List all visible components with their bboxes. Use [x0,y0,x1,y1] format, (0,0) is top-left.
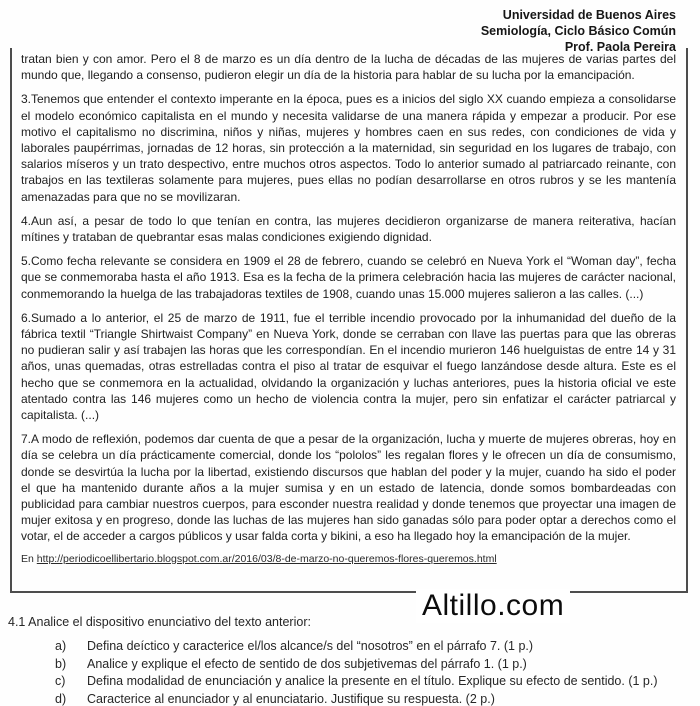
altillo-watermark: Altillo.com [416,589,570,623]
footnote-prefix: En [21,552,37,565]
source-text-box [10,48,688,593]
question-text-d: Caracterice al enunciador y al enunciatario. Justifique su respuesta. (2 p.) [87,691,495,706]
question-text-b: Analice y explique el efecto de sentido de dos subjetivemas del párrafo 1. (1 p.) [87,656,527,671]
question-label-a: a) [55,639,67,653]
paragraph-5: 5.Como fecha relevante se considera en 1909 el 28 de febrero, cuando se celebró en Nueva York el “Woman day”, fecha que se conmemoraba hasta el año 1913. Esa es la fecha de la primera celebración hacia las mujeres de carácter nacional, conmemorando la huelga de las trabajadoras textiles de 1908, cuando unas 15.000 mujeres salieron a las calles. (...) [21,254,676,301]
question-text-c: Defina modalidad de enunciación y analice la presente en el título. Explique su efecto de sentido. (1 p.) [87,674,658,689]
paragraph-continuation: tratan bien y con amor. Pero el 8 de marzo es un día dentro de la lucha de décadas de las mujeres de varias partes del mundo que, llegando a consenso, pudieron elegir un día de la historia para hablar de su lucha por la emancipación. [21,52,676,83]
question-label-b: b) [55,656,67,671]
question-4-1-intro: 4.1 Analice el dispositivo enunciativo del texto anterior: [8,615,311,629]
question-item-b [55,656,694,674]
paragraph-7: 7.A modo de reflexión, podemos dar cuenta de que a pesar de la organización, lucha y muerte de mujeres obreras, hoy en día se celebra un día prácticamente comercial, donde los “pololos” les regalan flores y le ofrecen un día de consumismo, donde se desvirtúa la lucha por la libertad, existiendo discursos que hablan del poder y la mujer, cuando ha sido el poder el que ha mantenido durante años a la mujer sumisa y en un estado de latencia, donde somos bombardeadas con publicidad para cambiar nuestros cuerpos, para esconder nuestra realidad y donde tenemos que proyectar una imagen de mujer exitosa y en progreso, donde las luchas de las mujeres han sido ganadas sólo para poder optar a derechos como el votar, el de acceder a cargos públicos y usar falda corta y bikini, a eso ha llegado hoy la emancipación de la mujer. [21,432,676,544]
question-label-d: d) [55,691,67,706]
paragraph-6: 6.Sumado a lo anterior, el 25 de marzo de 1911, fue el terrible incendio provocado por la inhumanidad del dueño de la fábrica textil “Triangle Shirtwaist Company” en Nueva York, donde se cerraban con llave las puertas para que las obreras no pudieran salir y así trabajen las horas que les correspondían. En el incendio murieron 146 huelguistas de entre 14 y 31 años, unas quemadas, otras estrelladas contra el piso al tratar de esquivar el fuego lanzándose desde altura. Este es el hecho que se conmemora en la actualidad, olvidando la organización y luchas anteriores, pues la historia oficial ve este atentado contra las 146 mujeres como un hecho de violencia contra la mujer, pero sin enfatizar el carácter patriarcal y capitalista. (...) [21,310,676,423]
questions-section [8,615,694,706]
professor-name: Prof. Paola Pereira [564,40,676,54]
question-item-d [55,691,694,706]
question-item-c [55,673,694,691]
question-item-a [55,638,694,656]
source-footnote [21,553,676,565]
paragraph-4: 4.Aun así, a pesar de todo lo que tenían en contra, las mujeres decidieron organizarse de manera reiterativa, hacían mítines y trataban de quebrantar esas malas condiciones exigiendo dignidad. [21,213,676,245]
question-label-c: c) [55,674,66,689]
university-name: Universidad de Buenos Aires [502,8,676,22]
course-name: Semiología, Ciclo Básico Común [480,24,676,38]
question-text-a: Defina deíctico y caracterice el/los alcance/s del “nosotros” en el párrafo 7. (1 p.) [87,639,534,653]
footnote-url: http://periodicoellibertario.blogspot.com.ar/2016/03/8-de-marzo-no-queremos-flores-queremos.html [36,552,497,565]
paragraph-3: 3.Tenemos que entender el contexto imperante en la época, pues es a inicios del siglo XX cuando empieza a consolidarse el modelo económico capitalista en el mundo y necesita validarse de una manera rápida y empezar a producir. Por ese motivo el capitalismo no discrimina, niños y niñas, mujeres y hombres caen en sus redes, con condiciones de vida y laborales paupérrimas, jornadas de 12 horas, sin protección a la maternidad, sin seguridad en los lugares de trabajo, con salarios míseros y un trato despectivo, entre muchos otros aspectos. Todo lo anterior sumado al patriarcado reinante, con trabajos en las textileras solamente para mujeres, pues ellas no podían desarrollarse en otros rubros y se les mantenía amenazadas para que no se movilizaran. [21,92,676,204]
